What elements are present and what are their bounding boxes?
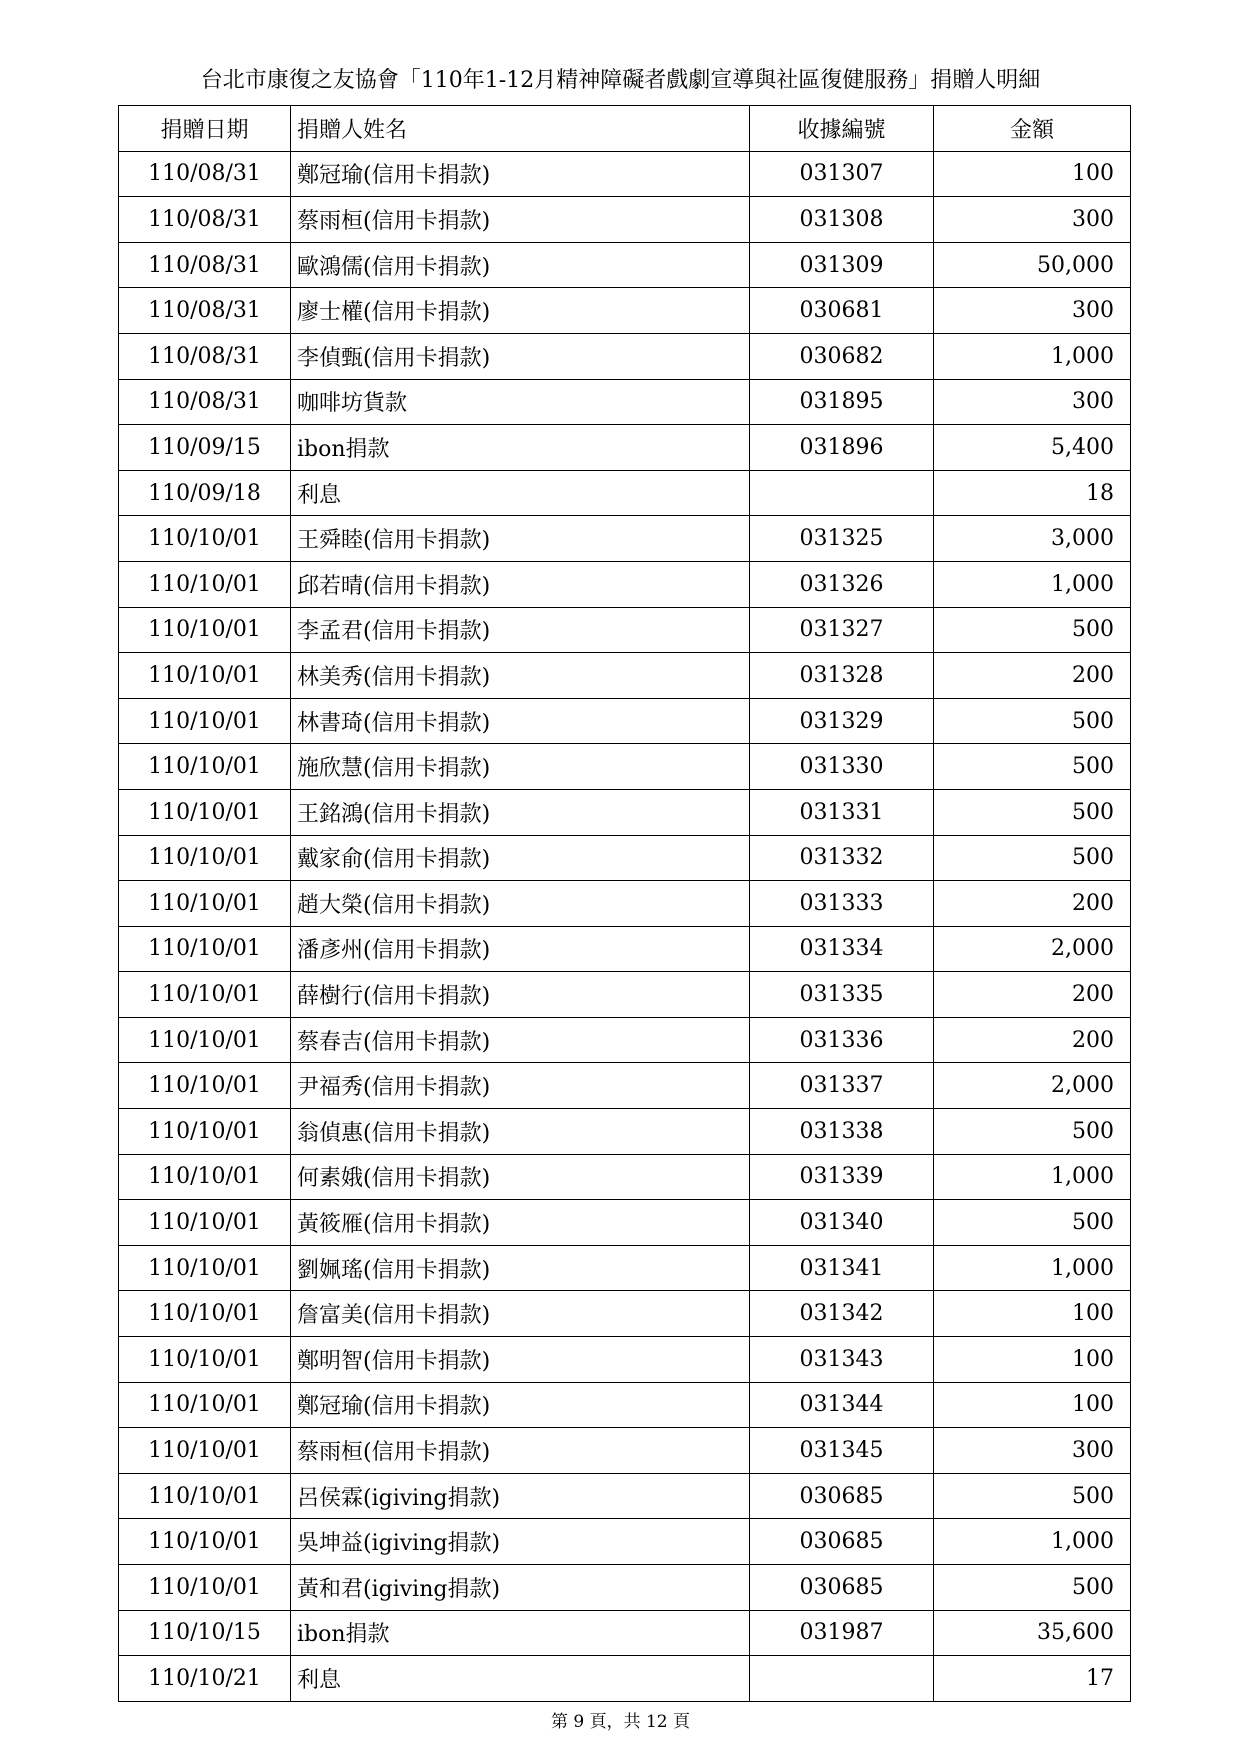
cell-date: 110/10/01 <box>119 972 291 1018</box>
cell-date: 110/08/31 <box>119 379 291 425</box>
cell-receipt-number: 031344 <box>750 1382 934 1428</box>
table-row <box>119 881 1131 927</box>
column-header-amount: 金額 <box>934 106 1131 152</box>
table-row <box>119 1154 1131 1200</box>
cell-donor-name: ibon捐款 <box>291 1610 750 1656</box>
cell-amount: 300 <box>934 1428 1131 1474</box>
cell-receipt-number: 031337 <box>750 1063 934 1109</box>
cell-donor-name: 利息 <box>291 1656 750 1702</box>
cell-receipt-number: 031338 <box>750 1109 934 1155</box>
cell-date: 110/10/01 <box>119 1382 291 1428</box>
donor-table <box>118 105 1131 1702</box>
cell-receipt-number: 031309 <box>750 242 934 288</box>
cell-date: 110/08/31 <box>119 242 291 288</box>
cell-donor-name: 黃和君(igiving捐款) <box>291 1565 750 1611</box>
cell-receipt-number: 031329 <box>750 698 934 744</box>
table-row <box>119 1017 1131 1063</box>
cell-receipt-number: 031325 <box>750 516 934 562</box>
cell-amount: 100 <box>934 1382 1131 1428</box>
cell-receipt-number <box>750 1656 934 1702</box>
column-header-receipt: 收據編號 <box>750 106 934 152</box>
cell-receipt-number: 031339 <box>750 1154 934 1200</box>
cell-donor-name: 詹富美(信用卡捐款) <box>291 1291 750 1337</box>
cell-donor-name: 施欣慧(信用卡捐款) <box>291 744 750 790</box>
cell-amount: 100 <box>934 1291 1131 1337</box>
cell-donor-name: 歐鴻儒(信用卡捐款) <box>291 242 750 288</box>
cell-receipt-number: 031340 <box>750 1200 934 1246</box>
cell-donor-name: 趙大榮(信用卡捐款) <box>291 881 750 927</box>
cell-donor-name: 潘彥州(信用卡捐款) <box>291 926 750 972</box>
cell-amount: 200 <box>934 1017 1131 1063</box>
cell-receipt-number: 030685 <box>750 1565 934 1611</box>
cell-amount: 200 <box>934 972 1131 1018</box>
table-row <box>119 379 1131 425</box>
table-row <box>119 1519 1131 1565</box>
cell-donor-name: 蔡雨桓(信用卡捐款) <box>291 1428 750 1474</box>
cell-donor-name: 鄭冠瑜(信用卡捐款) <box>291 151 750 197</box>
cell-donor-name: 吳坤益(igiving捐款) <box>291 1519 750 1565</box>
cell-date: 110/09/18 <box>119 470 291 516</box>
cell-date: 110/10/01 <box>119 835 291 881</box>
cell-receipt-number: 031334 <box>750 926 934 972</box>
table-row <box>119 288 1131 334</box>
table-row <box>119 1063 1131 1109</box>
cell-amount: 200 <box>934 653 1131 699</box>
cell-receipt-number: 031332 <box>750 835 934 881</box>
cell-donor-name: 廖士權(信用卡捐款) <box>291 288 750 334</box>
cell-amount: 50,000 <box>934 242 1131 288</box>
cell-amount: 35,600 <box>934 1610 1131 1656</box>
cell-donor-name: 利息 <box>291 470 750 516</box>
table-row <box>119 1245 1131 1291</box>
table-row <box>119 1610 1131 1656</box>
table-row <box>119 1382 1131 1428</box>
cell-receipt-number: 030685 <box>750 1519 934 1565</box>
cell-date: 110/08/31 <box>119 151 291 197</box>
cell-amount: 1,000 <box>934 1154 1131 1200</box>
cell-receipt-number <box>750 470 934 516</box>
cell-date: 110/10/01 <box>119 1017 291 1063</box>
cell-receipt-number: 031896 <box>750 425 934 471</box>
cell-donor-name: 李偵甄(信用卡捐款) <box>291 333 750 379</box>
cell-donor-name: 林美秀(信用卡捐款) <box>291 653 750 699</box>
cell-donor-name: 鄭冠瑜(信用卡捐款) <box>291 1382 750 1428</box>
table-row <box>119 1565 1131 1611</box>
cell-date: 110/10/01 <box>119 1063 291 1109</box>
cell-donor-name: 鄭明智(信用卡捐款) <box>291 1337 750 1383</box>
cell-receipt-number: 031327 <box>750 607 934 653</box>
cell-date: 110/10/01 <box>119 1291 291 1337</box>
cell-receipt-number: 031308 <box>750 197 934 243</box>
cell-amount: 2,000 <box>934 926 1131 972</box>
cell-date: 110/10/21 <box>119 1656 291 1702</box>
cell-date: 110/10/01 <box>119 789 291 835</box>
table-row <box>119 516 1131 562</box>
cell-amount: 500 <box>934 744 1131 790</box>
cell-amount: 200 <box>934 881 1131 927</box>
page-title: 台北市康復之友協會「110年1-12月精神障礙者戲劇宣導與社區復健服務」捐贈人明細 <box>200 68 1041 93</box>
table-row <box>119 744 1131 790</box>
cell-amount: 500 <box>934 698 1131 744</box>
table-row <box>119 333 1131 379</box>
cell-date: 110/10/01 <box>119 1154 291 1200</box>
cell-amount: 1,000 <box>934 1519 1131 1565</box>
table-row <box>119 607 1131 653</box>
cell-receipt-number: 031341 <box>750 1245 934 1291</box>
table-row <box>119 1109 1131 1155</box>
cell-receipt-number: 031307 <box>750 151 934 197</box>
cell-amount: 500 <box>934 607 1131 653</box>
table-row <box>119 653 1131 699</box>
cell-receipt-number: 031328 <box>750 653 934 699</box>
cell-date: 110/10/01 <box>119 926 291 972</box>
cell-date: 110/10/01 <box>119 1519 291 1565</box>
cell-donor-name: 呂侯霖(igiving捐款) <box>291 1473 750 1519</box>
cell-donor-name: 何素娥(信用卡捐款) <box>291 1154 750 1200</box>
cell-donor-name: 戴家俞(信用卡捐款) <box>291 835 750 881</box>
table-body <box>119 151 1131 1701</box>
table-row <box>119 1473 1131 1519</box>
table-row <box>119 197 1131 243</box>
table-row <box>119 972 1131 1018</box>
cell-amount: 500 <box>934 1200 1131 1246</box>
cell-amount: 300 <box>934 379 1131 425</box>
cell-receipt-number: 031345 <box>750 1428 934 1474</box>
cell-receipt-number: 031343 <box>750 1337 934 1383</box>
column-header-name: 捐贈人姓名 <box>291 106 750 152</box>
table-row <box>119 470 1131 516</box>
cell-receipt-number: 030681 <box>750 288 934 334</box>
cell-date: 110/10/01 <box>119 881 291 927</box>
table-row <box>119 1337 1131 1383</box>
cell-date: 110/10/15 <box>119 1610 291 1656</box>
cell-date: 110/10/01 <box>119 516 291 562</box>
cell-receipt-number: 031330 <box>750 744 934 790</box>
cell-date: 110/10/01 <box>119 1337 291 1383</box>
table-row <box>119 242 1131 288</box>
cell-date: 110/09/15 <box>119 425 291 471</box>
cell-amount: 500 <box>934 835 1131 881</box>
cell-donor-name: 薛樹行(信用卡捐款) <box>291 972 750 1018</box>
cell-receipt-number: 031331 <box>750 789 934 835</box>
cell-receipt-number: 031342 <box>750 1291 934 1337</box>
table-row <box>119 1291 1131 1337</box>
table-row <box>119 561 1131 607</box>
cell-donor-name: 蔡雨桓(信用卡捐款) <box>291 197 750 243</box>
cell-date: 110/10/01 <box>119 1245 291 1291</box>
cell-amount: 3,000 <box>934 516 1131 562</box>
cell-date: 110/10/01 <box>119 607 291 653</box>
cell-donor-name: 王銘鴻(信用卡捐款) <box>291 789 750 835</box>
cell-amount: 100 <box>934 151 1131 197</box>
table-row <box>119 1428 1131 1474</box>
cell-amount: 500 <box>934 1109 1131 1155</box>
cell-amount: 18 <box>934 470 1131 516</box>
table-row <box>119 835 1131 881</box>
table-row <box>119 789 1131 835</box>
cell-date: 110/10/01 <box>119 1200 291 1246</box>
cell-donor-name: 咖啡坊貨款 <box>291 379 750 425</box>
table-row <box>119 698 1131 744</box>
cell-date: 110/08/31 <box>119 197 291 243</box>
cell-receipt-number: 030682 <box>750 333 934 379</box>
cell-amount: 2,000 <box>934 1063 1131 1109</box>
cell-donor-name: 邱若晴(信用卡捐款) <box>291 561 750 607</box>
cell-amount: 300 <box>934 197 1131 243</box>
cell-receipt-number: 030685 <box>750 1473 934 1519</box>
table-row <box>119 1200 1131 1246</box>
cell-amount: 17 <box>934 1656 1131 1702</box>
cell-receipt-number: 031987 <box>750 1610 934 1656</box>
cell-receipt-number: 031895 <box>750 379 934 425</box>
cell-receipt-number: 031335 <box>750 972 934 1018</box>
cell-date: 110/10/01 <box>119 744 291 790</box>
cell-receipt-number: 031326 <box>750 561 934 607</box>
cell-donor-name: 李孟君(信用卡捐款) <box>291 607 750 653</box>
cell-date: 110/10/01 <box>119 561 291 607</box>
cell-date: 110/10/01 <box>119 1565 291 1611</box>
table-header-row <box>119 106 1131 152</box>
cell-date: 110/10/01 <box>119 1109 291 1155</box>
cell-donor-name: 尹福秀(信用卡捐款) <box>291 1063 750 1109</box>
cell-donor-name: ibon捐款 <box>291 425 750 471</box>
cell-donor-name: 林書琦(信用卡捐款) <box>291 698 750 744</box>
cell-amount: 500 <box>934 1473 1131 1519</box>
cell-date: 110/08/31 <box>119 288 291 334</box>
cell-date: 110/10/01 <box>119 653 291 699</box>
cell-amount: 500 <box>934 789 1131 835</box>
table-row <box>119 1656 1131 1702</box>
cell-amount: 5,400 <box>934 425 1131 471</box>
cell-receipt-number: 031336 <box>750 1017 934 1063</box>
table-row <box>119 151 1131 197</box>
cell-date: 110/10/01 <box>119 1428 291 1474</box>
cell-date: 110/10/01 <box>119 698 291 744</box>
cell-receipt-number: 031333 <box>750 881 934 927</box>
cell-donor-name: 蔡春吉(信用卡捐款) <box>291 1017 750 1063</box>
page-footer: 第 9 頁，共 12 頁 <box>550 1712 691 1732</box>
cell-amount: 100 <box>934 1337 1131 1383</box>
cell-date: 110/10/01 <box>119 1473 291 1519</box>
cell-donor-name: 劉姵瑤(信用卡捐款) <box>291 1245 750 1291</box>
cell-amount: 1,000 <box>934 561 1131 607</box>
cell-donor-name: 翁偵惠(信用卡捐款) <box>291 1109 750 1155</box>
cell-amount: 1,000 <box>934 333 1131 379</box>
cell-donor-name: 王舜睦(信用卡捐款) <box>291 516 750 562</box>
cell-donor-name: 黃筱雁(信用卡捐款) <box>291 1200 750 1246</box>
cell-date: 110/08/31 <box>119 333 291 379</box>
cell-amount: 1,000 <box>934 1245 1131 1291</box>
cell-amount: 500 <box>934 1565 1131 1611</box>
table-row <box>119 425 1131 471</box>
cell-amount: 300 <box>934 288 1131 334</box>
column-header-date: 捐贈日期 <box>119 106 291 152</box>
table-row <box>119 926 1131 972</box>
